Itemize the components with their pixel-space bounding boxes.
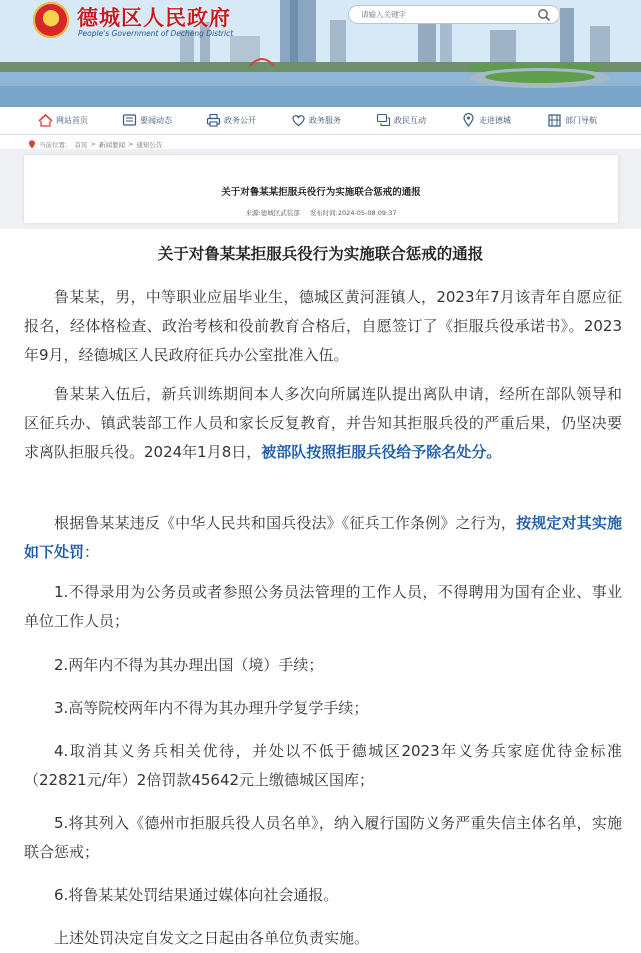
nav-item-services[interactable] [291, 113, 341, 127]
article-paragraph-3 [24, 509, 622, 567]
paragraph-text: ： [84, 543, 100, 561]
search-box [348, 5, 560, 24]
card-meta [24, 208, 618, 217]
highlighted-text: 按规定对其实施如下处罚 [24, 514, 622, 561]
penalty-item-5: 5.将其列入《德州市拒服兵役人员名单》，纳入履行国防义务严重失信主体名单，实施联合惩戒； [24, 814, 622, 861]
national-emblem-icon [33, 2, 69, 38]
nav-item-home[interactable] [38, 113, 88, 127]
nav-item-news[interactable] [122, 113, 172, 127]
nav-label: 网站首页 [56, 115, 88, 125]
nav-item-about[interactable] [461, 113, 511, 127]
breadcrumb-news[interactable]: 新闻要闻 [98, 140, 125, 149]
chat-icon [376, 113, 391, 127]
nav-label: 走进德城 [479, 115, 511, 125]
site-title: 德城区人民政府 [77, 5, 231, 30]
article-paragraph-1: 鲁某某，男，中等职业应届毕业生，德城区黄河涯镇人，2023年7月该青年自愿应征报名，经体格检查、政治考核和役前教育合格后，自愿签订了《拒服兵役承诺书》。2023年9月，经德城区人民政府征兵办公室批准入伍。 [24, 288, 622, 364]
card-source: 来源:德城区武装部 [245, 209, 300, 217]
breadcrumb-prefix: 当前位置： [39, 140, 72, 149]
news-icon [122, 113, 137, 127]
paragraph-text: 鲁某某入伍后，新兵训练期间本人多次向所属连队提出离队申请，经所在部队领导和区征兵办、镇武装部工作人员和家长反复教育，并告知其拒服兵役的严重后果，仍坚决要求离队拒服兵役。2024年1月8日， [24, 385, 622, 461]
nav-item-interaction[interactable] [376, 113, 426, 127]
closing-paragraph: 上述处罚决定自发文之日起由各单位负责实施。 [54, 929, 370, 947]
map-pin-icon [461, 113, 476, 127]
paragraph-text: 根据鲁某某违反《中华人民共和国兵役法》《征兵工作条例》之行为， [54, 514, 517, 532]
site-subtitle: People's Government of Decheng District [78, 29, 234, 38]
card-date: 发布时间:2024-05-08 09:37 [309, 209, 397, 217]
heart-icon [291, 113, 306, 127]
search-icon[interactable] [537, 8, 551, 22]
nav-label: 要闻动态 [140, 115, 172, 125]
nav-label: 政民互动 [394, 115, 426, 125]
breadcrumb-separator: > [127, 140, 134, 148]
penalty-item-6: 6.将鲁某某处罚结果通过媒体向社会通报。 [54, 886, 339, 904]
breadcrumb-notices[interactable]: 通知公告 [136, 140, 163, 149]
penalty-item-4: 4.取消其义务兵相关优待，并处以不低于德城区2023年义务兵家庭优待金标准（22821元/年）2倍罚款45642元上缴德城区国库； [24, 742, 622, 789]
site-banner [0, 0, 641, 107]
breadcrumb-home[interactable]: 首页 [74, 140, 88, 149]
penalty-item-2: 2.两年内不得为其办理出国（境）手续； [54, 656, 324, 674]
article-paragraph-2 [24, 380, 622, 467]
printer-icon [206, 113, 221, 127]
nav-label: 政务服务 [309, 115, 341, 125]
notice-card [24, 155, 618, 223]
nav-label: 部门导航 [565, 115, 597, 125]
card-title: 关于对鲁某某拒服兵役行为实施联合惩戒的通报 [221, 187, 421, 198]
home-icon [38, 113, 53, 127]
nav-label: 政务公开 [224, 115, 256, 125]
breadcrumb-separator: > [90, 140, 96, 148]
main-nav [0, 107, 641, 135]
nav-item-departments[interactable] [547, 113, 597, 127]
penalty-item-3: 3.高等院校两年内不得为其办理升学复学手续； [54, 699, 369, 717]
search-input[interactable] [361, 7, 531, 22]
article-title: 关于对鲁某某拒服兵役行为实施联合惩戒的通报 [157, 245, 484, 263]
penalty-item-1: 1.不得录用为公务员或者参照公务员法管理的工作人员，不得聘用为国有企业、事业单位工作人员； [24, 583, 622, 630]
building-icon [547, 113, 562, 127]
nav-item-open-gov[interactable] [206, 113, 256, 127]
highlighted-text: 被部队按照拒服兵役给予除名处分。 [261, 443, 502, 461]
location-icon [28, 140, 36, 149]
